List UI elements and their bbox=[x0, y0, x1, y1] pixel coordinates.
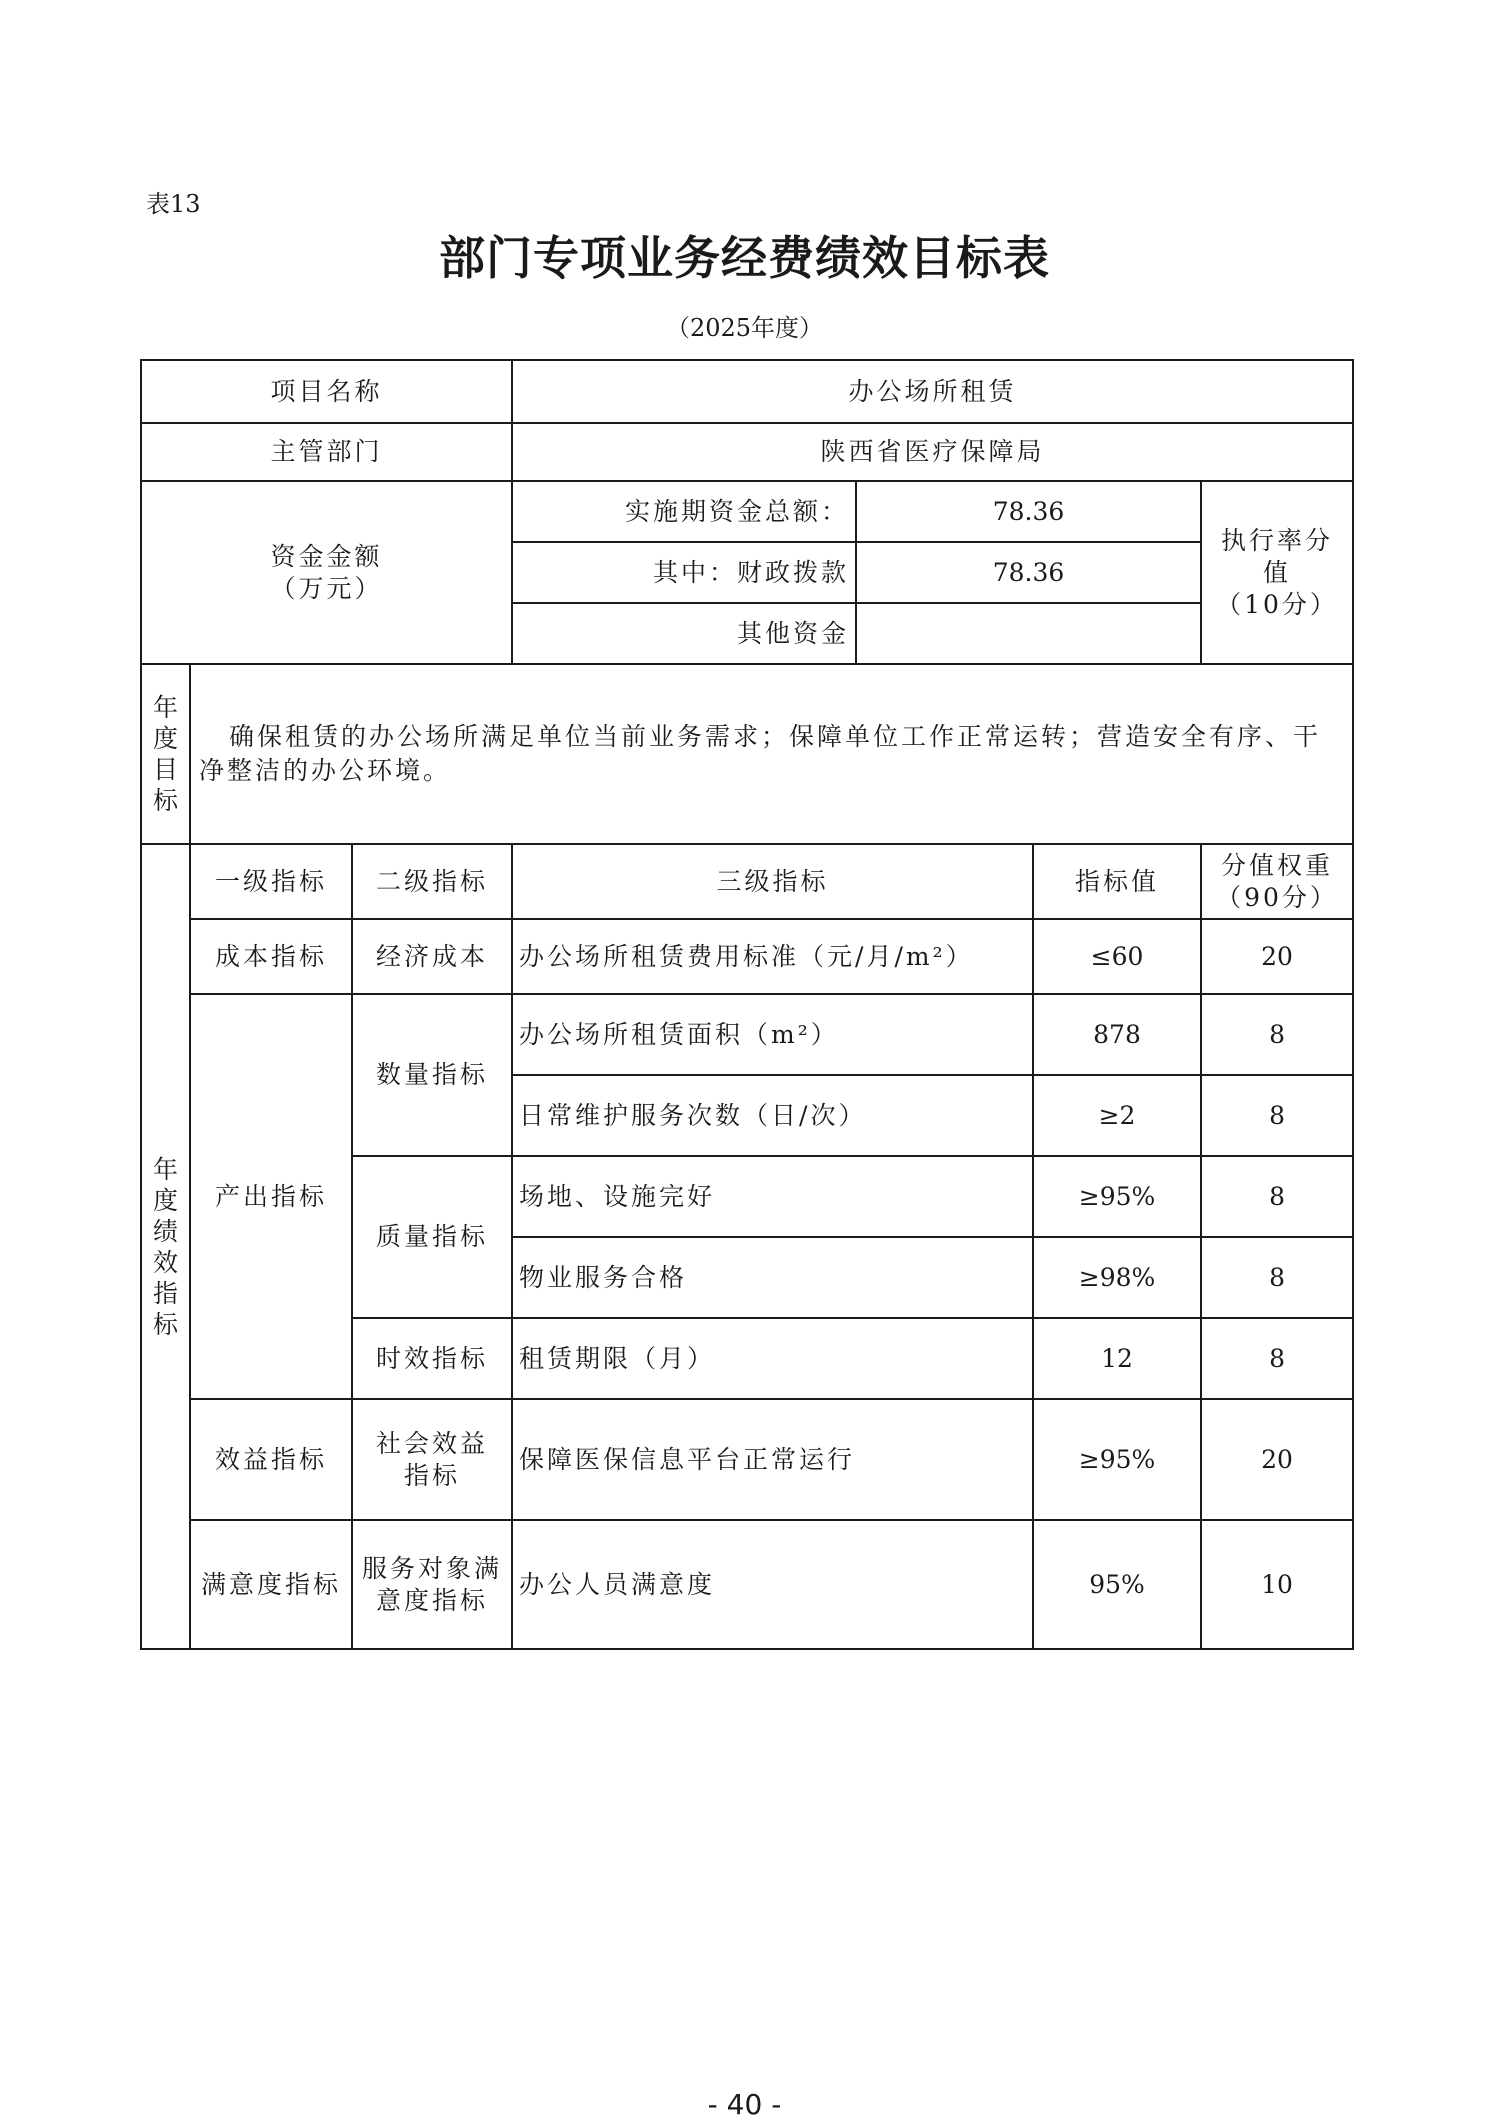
indicator-name: 办公人员满意度 bbox=[512, 1520, 1033, 1649]
indicator-weight: 8 bbox=[1201, 1075, 1353, 1156]
page-number: - 40 - bbox=[707, 2088, 782, 2121]
indicator-weight: 8 bbox=[1201, 1156, 1353, 1237]
fund-total-row bbox=[141, 481, 1353, 542]
benefit-level2-line2: 指标 bbox=[404, 1460, 461, 1490]
quantity-level2: 数量指标 bbox=[352, 994, 512, 1156]
annual-performance-side-label: 年 度 绩 效 指 标 bbox=[141, 844, 190, 1649]
benefit-level2 bbox=[352, 1399, 512, 1520]
satisfaction-level1: 满意度指标 bbox=[190, 1520, 352, 1649]
timeliness-level2: 时效指标 bbox=[352, 1318, 512, 1399]
table-row bbox=[141, 919, 1353, 994]
indicator-name: 场地、设施完好 bbox=[512, 1156, 1033, 1237]
indicator-name: 物业服务合格 bbox=[512, 1237, 1033, 1318]
cost-level2: 经济成本 bbox=[352, 919, 512, 994]
header-level1: 一级指标 bbox=[190, 844, 352, 919]
table-row bbox=[141, 1520, 1353, 1649]
indicator-value: ≥95% bbox=[1033, 1399, 1201, 1520]
indicator-weight: 20 bbox=[1201, 1399, 1353, 1520]
header-level2: 二级指标 bbox=[352, 844, 512, 919]
indicator-name: 日常维护服务次数（日/次） bbox=[512, 1075, 1033, 1156]
indicator-weight: 10 bbox=[1201, 1520, 1353, 1649]
project-name-row bbox=[141, 360, 1353, 423]
benefit-level1: 效益指标 bbox=[190, 1399, 352, 1520]
indicator-name: 保障医保信息平台正常运行 bbox=[512, 1399, 1033, 1520]
indicator-weight: 8 bbox=[1201, 1237, 1353, 1318]
project-name-label: 项目名称 bbox=[141, 360, 512, 423]
other-fund-label: 其他资金 bbox=[512, 603, 856, 664]
project-name-value: 办公场所租赁 bbox=[512, 360, 1353, 423]
indicator-name: 办公场所租赁面积（m²） bbox=[512, 994, 1033, 1075]
table-row bbox=[141, 994, 1353, 1075]
department-row bbox=[141, 423, 1353, 481]
indicator-value: ≥2 bbox=[1033, 1075, 1201, 1156]
header-value: 指标值 bbox=[1033, 844, 1201, 919]
cost-level1: 成本指标 bbox=[190, 919, 352, 994]
indicator-value: 12 bbox=[1033, 1318, 1201, 1399]
indicator-weight: 8 bbox=[1201, 994, 1353, 1075]
annual-goal-side-label: 年 度 目 标 bbox=[141, 664, 190, 844]
table-row bbox=[141, 1399, 1353, 1520]
satisfaction-level2 bbox=[352, 1520, 512, 1649]
performance-target-table bbox=[140, 359, 1354, 1650]
fiscal-fund-value: 78.36 bbox=[856, 542, 1201, 603]
indicator-header-row bbox=[141, 844, 1353, 919]
other-fund-value bbox=[856, 603, 1201, 664]
document-year: （2025年度） bbox=[665, 314, 824, 342]
fund-amount-label-line2: （万元） bbox=[270, 573, 383, 603]
table-number: 表13 bbox=[146, 190, 201, 218]
satisfaction-level2-line1: 服务对象满 bbox=[362, 1553, 503, 1583]
indicator-value: 878 bbox=[1033, 994, 1201, 1075]
fiscal-fund-label: 其中：财政拨款 bbox=[512, 542, 856, 603]
total-fund-value: 78.36 bbox=[856, 481, 1201, 542]
department-label: 主管部门 bbox=[141, 423, 512, 481]
header-weight-line2: （90分） bbox=[1216, 882, 1338, 912]
indicator-name: 租赁期限（月） bbox=[512, 1318, 1033, 1399]
satisfaction-level2-line2: 意度指标 bbox=[376, 1585, 489, 1615]
execution-rate-score bbox=[1201, 481, 1353, 664]
annual-goal-text: 确保租赁的办公场所满足单位当前业务需求；保障单位工作正常运转；营造安全有序、干净整洁的办公环境。 bbox=[190, 664, 1353, 844]
fund-amount-label bbox=[141, 481, 512, 664]
execution-rate-line1: 执行率分值 bbox=[1221, 525, 1334, 587]
department-value: 陕西省医疗保障局 bbox=[512, 423, 1353, 481]
total-fund-label: 实施期资金总额： bbox=[512, 481, 856, 542]
indicator-name: 办公场所租赁费用标准（元/月/m²） bbox=[512, 919, 1033, 994]
header-weight-line1: 分值权重 bbox=[1221, 850, 1334, 880]
indicator-value: ≤60 bbox=[1033, 919, 1201, 994]
indicator-weight: 8 bbox=[1201, 1318, 1353, 1399]
execution-rate-line2: （10分） bbox=[1216, 589, 1338, 619]
header-weight bbox=[1201, 844, 1353, 919]
indicator-weight: 20 bbox=[1201, 919, 1353, 994]
indicator-value: 95% bbox=[1033, 1520, 1201, 1649]
indicator-value: ≥95% bbox=[1033, 1156, 1201, 1237]
annual-goal-row bbox=[141, 664, 1353, 844]
output-level1: 产出指标 bbox=[190, 994, 352, 1399]
document-title: 部门专项业务经费绩效目标表 bbox=[439, 231, 1050, 285]
fund-amount-label-line1: 资金金额 bbox=[270, 541, 383, 571]
benefit-level2-line1: 社会效益 bbox=[376, 1428, 489, 1458]
quality-level2: 质量指标 bbox=[352, 1156, 512, 1318]
header-level3: 三级指标 bbox=[512, 844, 1033, 919]
indicator-value: ≥98% bbox=[1033, 1237, 1201, 1318]
